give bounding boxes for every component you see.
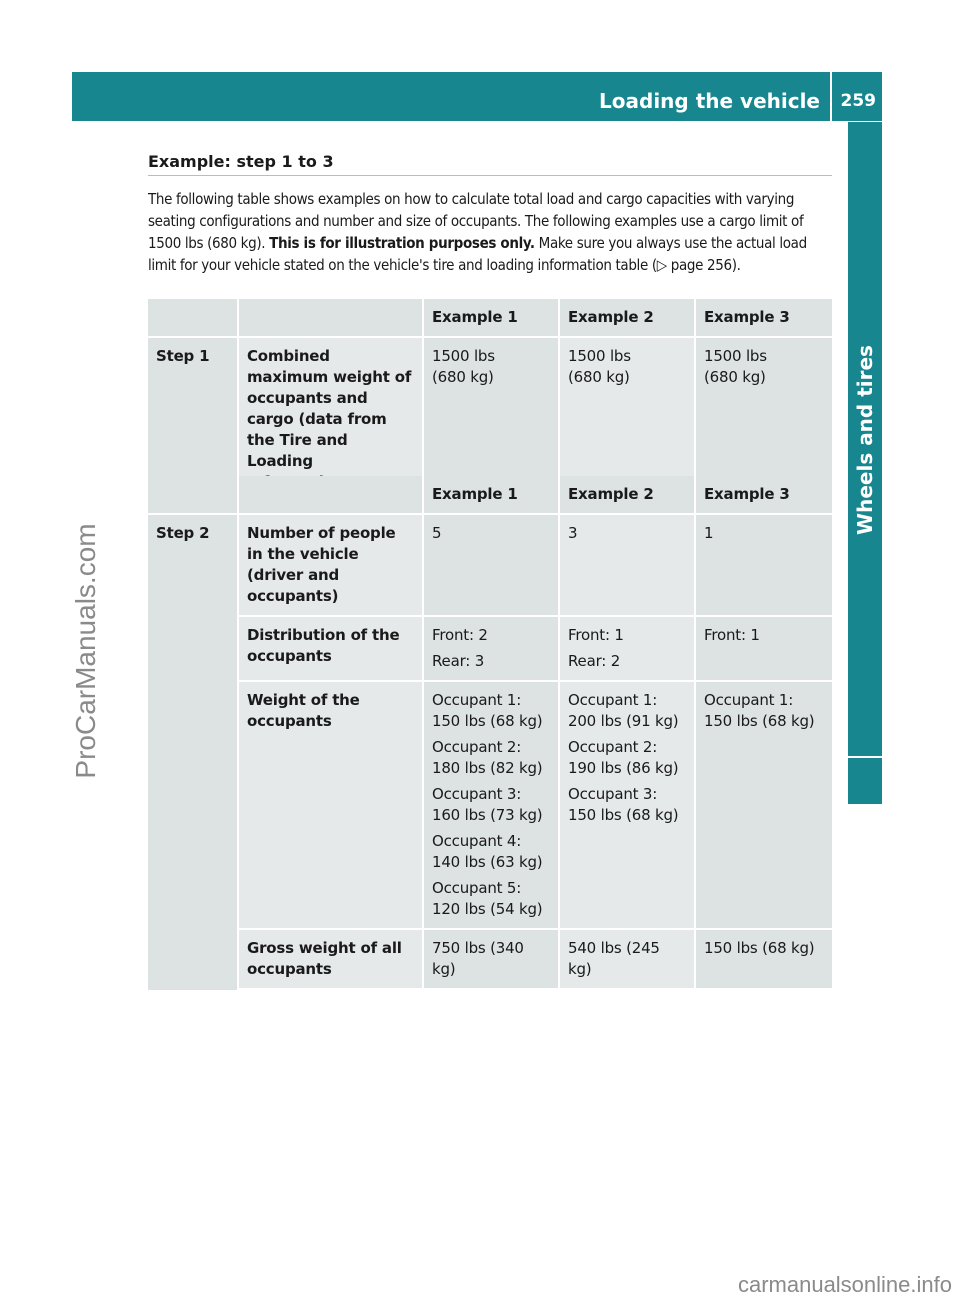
table-header-example-1: Example 1 [424,299,560,338]
table-cell [424,930,560,990]
table-row [148,617,832,682]
watermark-bottom: carmanualsonline.info [737,1272,952,1297]
table-header-row [148,299,832,338]
side-tab-marker [848,758,882,804]
cell-line: (680 kg) [568,368,630,386]
table-cell [696,617,832,682]
cell-paragraph: 750 lbs (340 kg) [432,939,524,978]
table-header-example-1: Example 1 [424,476,560,515]
table-header-cell [239,299,424,338]
cell-paragraph: 540 lbs (245 kg) [568,939,660,978]
cell-paragraph: Front: 1 [704,626,760,644]
table-row [148,515,832,617]
cell-paragraph: Occupant 3: 150 lbs (68 kg) [568,785,679,824]
intro-paragraph [148,188,834,276]
chapter-title: Loading the vehicle [599,89,820,113]
cell-line: (680 kg) [704,368,766,386]
cell-paragraph: Occupant 2: 180 lbs (82 kg) [432,738,543,777]
cell-paragraph: Occupant 1: 200 lbs (91 kg) [568,691,679,730]
table-header-cell [148,299,239,338]
table-cell [424,617,560,682]
row-label: Combined maximum weight of occupants and cargo (data from the Tire and Loading [239,338,424,524]
cell-paragraph: 5 [432,524,442,542]
page-number: 259 [840,91,876,111]
table-header-row [148,476,832,515]
row-label: Weight of the occupants [239,682,424,930]
row-label: Gross weight of all occupants [239,930,424,990]
cell-line: 1500 lbs [432,347,495,365]
cell-line: 1500 lbs [568,347,631,365]
side-tab-label: Wheels and tires [853,345,877,535]
cell-paragraph: Occupant 1: 150 lbs (68 kg) [704,691,815,730]
table-header-example-3: Example 3 [696,299,832,338]
table-cell [424,682,560,930]
cell-paragraph: Rear: 2 [568,652,621,670]
table-cell [696,515,832,617]
step-label: Step 1 [148,338,239,524]
watermark-left-text: ProCarManuals.com [70,523,101,779]
cell-line: (680 kg) [432,368,494,386]
table-row [148,930,832,990]
table-cell [424,515,560,617]
row-label: Distribution of the occupants [239,617,424,682]
table-header-example-2: Example 2 [560,476,696,515]
cell-paragraph: Occupant 4: 140 lbs (63 kg) [432,832,543,871]
table-cell [696,930,832,990]
cell-paragraph: Occupant 5: 120 lbs (54 kg) [432,879,543,918]
intro-text-3: page 256). [670,256,741,274]
cell-paragraph: 1 [704,524,714,542]
table-header-example-2: Example 2 [560,299,696,338]
section-title: Example: step 1 to 3 [148,152,832,176]
table-header-cell [148,476,239,515]
table-cell [560,617,696,682]
cell-paragraph: 3 [568,524,578,542]
cell-paragraph: Occupant 2: 190 lbs (86 kg) [568,738,679,777]
cell-paragraph: Front: 1 [568,626,624,644]
cell-paragraph: Occupant 3: 160 lbs (73 kg) [432,785,543,824]
page-ref-arrow-icon: ▷ [656,256,667,274]
page-header-bar [72,72,882,121]
table-row [148,682,832,930]
table-cell [696,682,832,930]
table-cell [560,682,696,930]
cell-paragraph: Front: 2 [432,626,488,644]
step-label: Step 2 [148,515,239,990]
cell-paragraph: Rear: 3 [432,652,485,670]
row-label: Number of people in the vehicle (driver and occupants) [239,515,424,617]
table-header-example-3: Example 3 [696,476,832,515]
header-separator [830,72,832,121]
intro-text-bold: This is for illustration purposes only. [269,234,535,252]
table-cell [560,515,696,617]
cell-paragraph: 150 lbs (68 kg) [704,939,815,957]
intro-text-1: The following table shows examples on how to calculate total load and cargo capacities with varying seating configurations and number and size of occupants. The following examples use a cargo limit of 1500 lbs (680 kg). [148,190,804,252]
intro-text-2: Make sure you always use the actual load limit for your vehicle stated on the vehicle's tire and loading information table ( [148,234,807,274]
step2-table [148,476,832,990]
cell-line: 1500 lbs [704,347,767,365]
table-header-cell [239,476,424,515]
cell-paragraph: Occupant 1: 150 lbs (68 kg) [432,691,543,730]
table-cell [560,930,696,990]
